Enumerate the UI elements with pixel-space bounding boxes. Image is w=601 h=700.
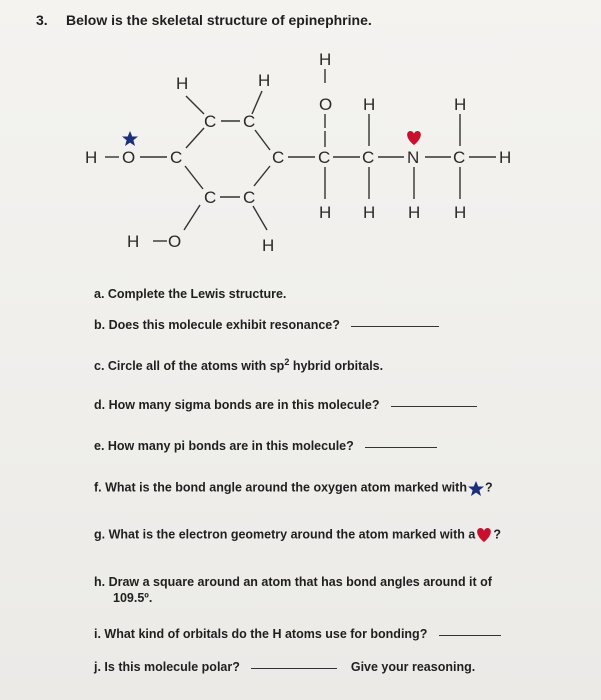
bond [184,205,200,230]
star-icon [122,131,138,146]
star-icon [467,480,485,496]
question-j-reasoning: Give your reasoning. [350,660,476,674]
bond [186,96,204,114]
atom-c: C [204,112,217,131]
bond [255,130,270,150]
question-h [94,575,492,605]
atom-h: H [258,71,271,90]
atom-h: H [176,74,189,93]
question-f [94,480,493,496]
answer-blank-d[interactable] [391,405,477,407]
answer-blank-e[interactable] [365,446,437,448]
atom-c: C [243,188,256,207]
atom-h: H [408,203,421,222]
answer-blank-j[interactable] [251,667,337,669]
question-i [94,627,501,641]
question-d [94,398,477,412]
atom-n: N [407,148,420,167]
bond [253,206,267,230]
atom-h: H [262,236,275,255]
atom-h: H [454,203,467,222]
question-g-text-end: ? [493,527,501,542]
bond [186,128,204,148]
atom-c: C [243,112,256,131]
atom-h: H [127,232,140,251]
question-f-text-end: ? [484,480,493,495]
question-c-text: c. Circle all of the atoms with sp [94,359,285,374]
bond [252,91,262,114]
atom-h: H [499,148,512,167]
atom-h: H [363,203,376,222]
atom-c: C [272,148,285,167]
question-c-text-end: hybrid orbitals. [289,359,384,374]
atom-o: O [168,232,182,251]
superscript: 2 [284,357,290,367]
atom-c: C [204,188,217,207]
question-c [94,357,383,373]
question-e-text: e. How many pi bonds are in this molecule? [94,439,354,453]
atom-c: C [453,148,466,167]
atom-h: H [319,203,332,222]
atom-h: H [363,95,376,114]
question-g [94,527,501,543]
atom-o: O [122,148,136,167]
answer-blank-i[interactable] [439,634,501,636]
bond [185,166,203,189]
question-number: 3. [36,12,48,28]
atom-h: H [454,95,467,114]
heart-icon [475,527,493,543]
question-j-text: j. Is this molecule polar? [94,660,240,674]
bond [254,166,270,186]
heart-icon [407,131,421,145]
atom-h: H [85,148,98,167]
question-j [94,660,475,674]
question-i-text: i. What kind of orbitals do the H atoms use for bonding? [94,627,428,641]
question-a: a. Complete the Lewis structure. [94,287,287,301]
question-d-text: d. How many sigma bonds are in this molecule? [94,398,380,412]
question-title: Below is the skeletal structure of epinephrine. [66,12,372,28]
answer-blank-b[interactable] [351,325,439,327]
atom-o: O [319,95,333,114]
question-h-line1: h. Draw a square around an atom that has bond angles around it of [94,575,492,589]
question-h-line2: 109.5º. [113,591,153,605]
epinephrine-structure [0,0,601,290]
atom-c: C [170,148,183,167]
question-b [94,318,439,332]
question-f-text: f. What is the bond angle around the oxygen atom marked with [94,480,467,495]
atom-h: H [319,50,332,69]
atom-c: C [362,148,375,167]
atom-c: C [318,148,331,167]
question-g-text: g. What is the electron geometry around the atom marked with a [94,527,476,542]
question-e [94,439,437,453]
question-b-text: b. Does this molecule exhibit resonance? [94,318,340,332]
